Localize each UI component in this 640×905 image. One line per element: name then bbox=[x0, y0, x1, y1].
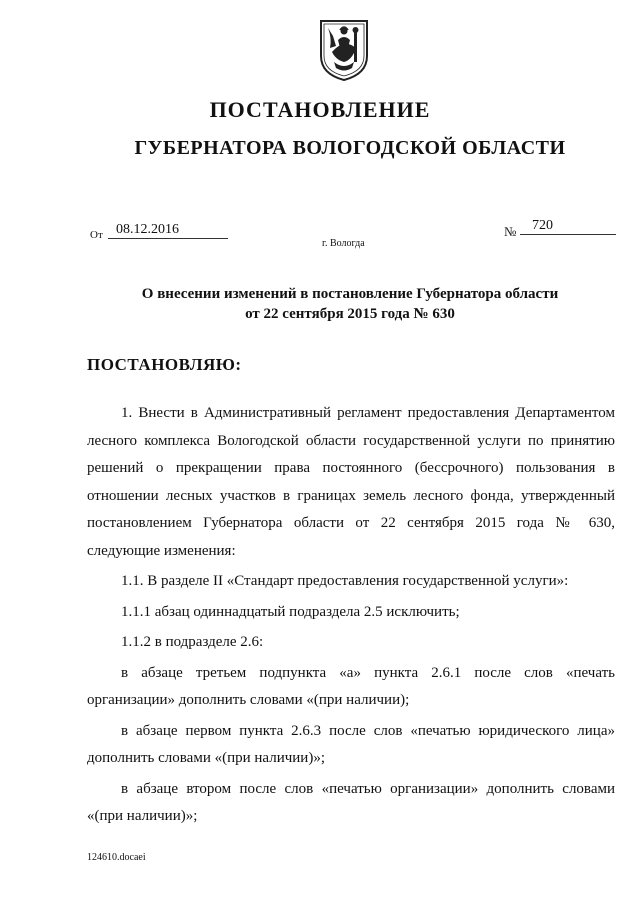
number-prefix: № bbox=[504, 224, 517, 239]
paragraph-amend-2: в абзаце первом пункта 2.6.3 после слов «печатью юридического лица» дополнить словами «(при наличии)»; bbox=[87, 722, 615, 766]
document-subtitle: ГУБЕРНАТОРА ВОЛОГОДСКОЙ ОБЛАСТИ bbox=[134, 137, 566, 159]
paragraph-amend-1: в абзаце третьем подпункта «а» пункта 2.6.1 после слов «печать организации» дополнить словами «(при наличии); bbox=[87, 664, 615, 708]
subject-line-1: О внесении изменений в постановление Губернатора области bbox=[141, 286, 559, 302]
paragraph-1: 1. Внести в Административный регламент предоставления Департаментом лесного комплекса Вологодской области государственной услуги по принятию решений о прекращении права постоянного (бессрочного) пользования в отношении лесных участков в границах земель лесного фонда, утвержденный постановлением Губернатора области от 22 сентября 2015 года № 630, следующие изменения: bbox=[87, 405, 615, 559]
decree-heading: ПОСТАНОВЛЯЮ: bbox=[87, 355, 242, 374]
document-number: 720 bbox=[520, 218, 616, 235]
document-subject bbox=[60, 284, 640, 324]
paragraph-1-1-1: 1.1.1 абзац одиннадцатый подраздела 2.5 исключить; bbox=[121, 603, 460, 620]
paragraph-amend-3: в абзаце втором после слов «печатью организации» дополнить словами «(при наличии)»; bbox=[87, 780, 615, 824]
document-title: ПОСТАНОВЛЕНИЕ bbox=[209, 97, 431, 122]
paragraph-1-1: 1.1. В разделе II «Стандарт предоставления государственной услуги»: bbox=[121, 573, 569, 589]
document-date: 08.12.2016 bbox=[108, 222, 228, 239]
document-body bbox=[87, 400, 615, 831]
document-file-id: 124610.docaei bbox=[87, 852, 146, 863]
coat-of-arms-emblem bbox=[318, 18, 370, 82]
document-city: г. Вологда bbox=[322, 238, 365, 249]
date-prefix: От bbox=[90, 229, 103, 241]
paragraph-1-1-2: 1.1.2 в подразделе 2.6: bbox=[121, 634, 264, 650]
subject-line-2: от 22 сентября 2015 года № 630 bbox=[245, 306, 455, 322]
